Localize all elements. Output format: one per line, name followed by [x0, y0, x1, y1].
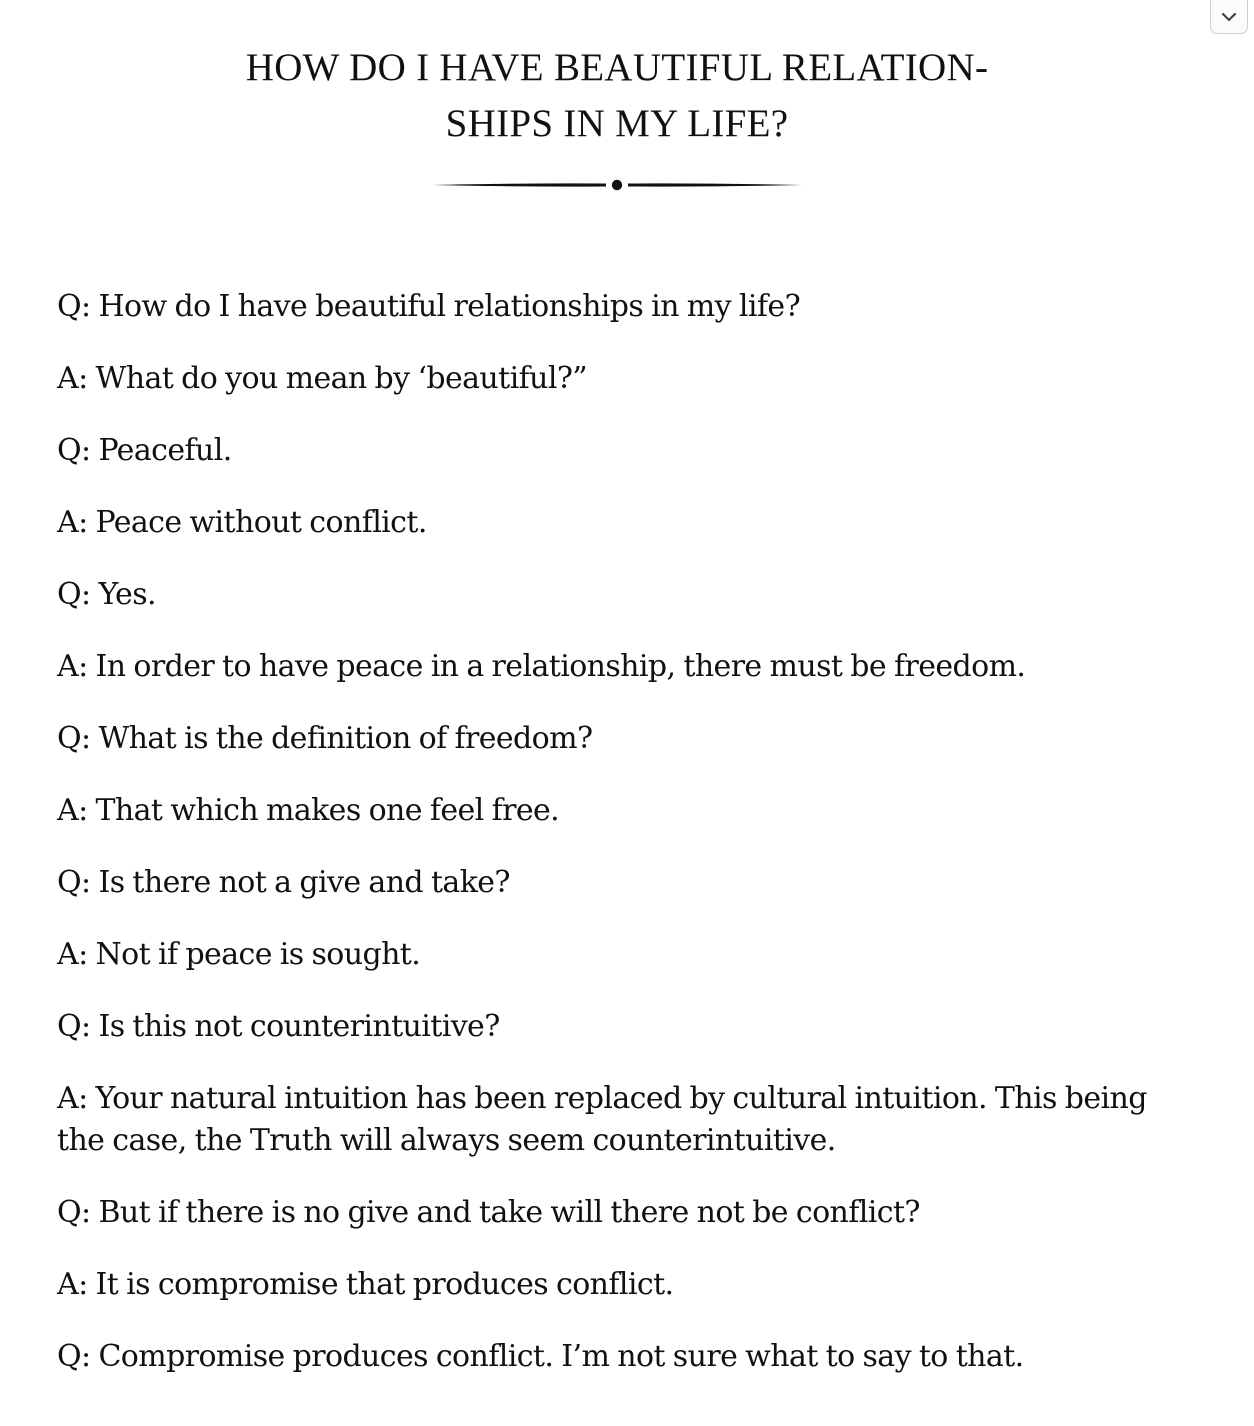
dialogue-line: A: That which makes one feel free. — [57, 793, 560, 828]
dialogue-line: Q: Compromise produces conflict. I’m not sure what to say to that. — [57, 1339, 1024, 1374]
dialogue-line: A: What do you mean by ‘beautiful?” — [57, 361, 588, 396]
collapse-toggle-button[interactable] — [1210, 0, 1248, 34]
dialogue-line: A: In order to have peace in a relationship, there must be freedom. — [57, 649, 1026, 684]
dialogue-line: A: It is compromise that produces conflict. — [57, 1267, 674, 1302]
divider-ornament-icon — [430, 176, 804, 194]
dialogue-line: Q: What is the definition of freedom? — [57, 721, 593, 756]
dialogue-line: A: Your natural intuition has been replaced by cultural intuition. This being the case, the Truth will always seem counterintuitive. — [57, 1081, 1147, 1158]
dialogue-line: Q: Is this not counterintuitive? — [57, 1009, 500, 1044]
dialogue-line: Q: Is there not a give and take? — [57, 865, 510, 900]
chapter-title-line-1: HOW DO I HAVE BEAUTIFUL RELATION- — [245, 46, 989, 89]
dialogue-line: Q: How do I have beautiful relationships in my life? — [57, 289, 801, 324]
dialogue-line: Q: But if there is no give and take will there not be conflict? — [57, 1195, 920, 1230]
dialogue-list — [57, 286, 1187, 1408]
chapter-title-line-2: SHIPS IN MY LIFE? — [445, 102, 789, 145]
dialogue-line: Q: Yes. — [57, 577, 156, 612]
chevron-down-icon — [1221, 12, 1237, 22]
dialogue-line: A: Not if peace is sought. — [57, 937, 421, 972]
dialogue-line: Q: Peaceful. — [57, 433, 232, 468]
dialogue-line: A: Peace without conflict. — [57, 505, 427, 540]
chapter-title — [0, 40, 1234, 152]
